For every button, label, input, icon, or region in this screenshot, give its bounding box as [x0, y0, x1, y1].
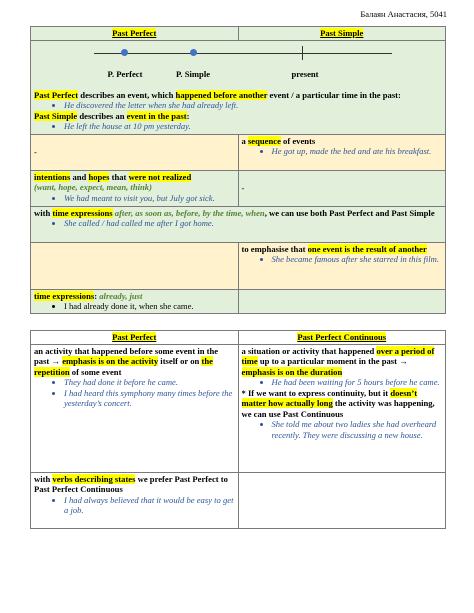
- timeline-axis: [94, 53, 392, 54]
- author-name: Балаян Анастасия, 5041: [360, 9, 447, 19]
- header-past-simple: Past Simple: [238, 27, 446, 41]
- timeline-dot-past-perfect: [121, 49, 128, 56]
- intentions-example: • We had meant to visit you, but July got sick.: [64, 193, 235, 203]
- timeline-label-past-simple: P. Simple: [175, 69, 211, 79]
- expressions-example: • I had already done it, when she came.: [64, 301, 235, 311]
- time-expressions-example: • She called / had called me after I got home.: [64, 218, 442, 228]
- intentions-left-cell: intentions and hopes that were not realized (want, hope, expect, mean, think) • We had meant to visit you, but July got sick.: [31, 170, 239, 206]
- sequence-right-cell: a sequence of events • He got up, made the bed and ate his breakfast.: [238, 134, 446, 170]
- result-example: • She became famous after she starred in this film.: [272, 254, 443, 264]
- states-right-cell: [238, 473, 446, 529]
- ppc-duration-example: • He had been waiting for 5 hours before he came.: [272, 377, 443, 387]
- timeline-diagram: [34, 42, 442, 90]
- states-example: • I had always believed that it would be easy to get a job.: [64, 495, 235, 516]
- result-left-cell: [31, 242, 239, 289]
- pp-activity-cell: an activity that happened before some event in the past → emphasis is on the activity itself or on the repetition of some event • They had done it before he came. • I had heard this symphony many times before the yesterday’s concert.: [31, 345, 239, 473]
- past-simple-definition: Past Simple describes an event in the past:: [34, 110, 190, 121]
- intro-cell: [31, 41, 446, 135]
- intentions-verbs: (want, hope, expect, mean, think): [34, 182, 152, 193]
- time-expressions-cell: with time expressions after, as soon as, before, by the time, when, we can use both Past Perfect and Past Simple • She called / had called me after I got home.: [31, 206, 446, 242]
- pp-activity-example: • They had done it before he came.: [64, 377, 235, 387]
- header2-past-perfect: Past Perfect: [31, 331, 239, 345]
- past-perfect-vs-continuous-table: [30, 330, 446, 529]
- past-perfect-vs-past-simple-table: [30, 26, 446, 314]
- timeline-dot-past-simple: [190, 49, 197, 56]
- states-cell: with verbs describing states we prefer Past Perfect to Past Perfect Continuous • I had always believed that it would be easy to get a job.: [31, 473, 239, 529]
- intentions-right-cell: -: [238, 170, 446, 206]
- header2-past-perfect-continuous: Past Perfect Continuous: [238, 331, 446, 345]
- sequence-example: • He got up, made the bed and ate his breakfast.: [272, 146, 443, 156]
- header-past-perfect: Past Perfect: [31, 27, 239, 41]
- expressions-left-cell: time expressions: already, just • I had already done it, when she came.: [31, 289, 239, 313]
- timeline-present-tick: [302, 46, 303, 60]
- pp-activity-example: • I had heard this symphony many times before the yesterday’s concert.: [64, 388, 235, 409]
- sequence-left-cell: -: [31, 134, 239, 170]
- past-perfect-example: • He discovered the letter when she had already left.: [64, 100, 442, 110]
- result-right-cell: to emphasise that one event is the result of another • She became famous after she starred in this film.: [238, 242, 446, 289]
- past-continuous-example: • She told me about two ladies she had overheard recently. They were discussing a new house.: [272, 419, 443, 440]
- past-perfect-definition: Past Perfect describes an event, which happened before another event / a particular time in the past:: [34, 90, 401, 100]
- expressions-right-cell: [238, 289, 446, 313]
- timeline-label-past-perfect: P. Perfect: [107, 69, 143, 79]
- past-simple-example: • He left the house at 10 pm yesterday.: [64, 121, 442, 131]
- ppc-duration-cell: a situation or activity that happened over a period of time up to a particular moment in the past → emphasis is on the duration • He had been waiting for 5 hours before he came. * If we want to express continuity, but it doesn’t matter how actually long the activity was happening, we can use Past Continuous • She told me about two ladies she had overheard recently. They were discussing a new house.: [238, 345, 446, 473]
- timeline-label-present: present: [291, 69, 319, 79]
